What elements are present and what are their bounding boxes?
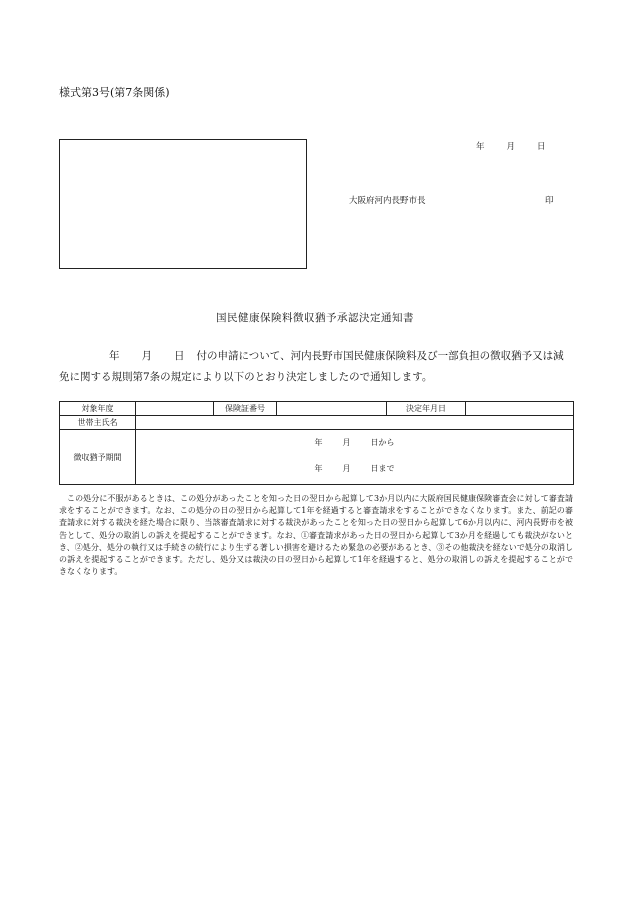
fiscal-year-label: 対象年度	[60, 402, 136, 416]
decision-date-label: 決定年月日	[387, 402, 466, 416]
period-label: 徴収猶予期間	[60, 430, 136, 485]
body-month: 月	[141, 350, 152, 362]
period-from-suffix: 日から	[370, 438, 395, 447]
fiscal-year-value	[136, 402, 214, 416]
table-row	[60, 430, 574, 485]
period-from-year: 年	[314, 438, 323, 447]
issue-date-line	[476, 140, 546, 152]
period-from-month: 月	[342, 438, 351, 447]
date-year: 年	[476, 142, 485, 152]
period-from	[136, 437, 573, 448]
document-title: 国民健康保険料徴収猶予承認決定通知書	[216, 312, 414, 324]
decision-date-value	[466, 402, 574, 416]
period-to	[136, 463, 573, 474]
appeal-notice: この処分に不服があるときは、この処分があったことを知った日の翌日から起算して3か月以内に大阪府国民健康保険審査会に対して審査請求をすることができます。なお、この処分の日の翌日から起算して1年を経過すると審査請求をすることができなくなります。また、前記の審査請求に対する裁決を経た場合に限り、当該審査請求に対する裁決があったことを知った日の翌日から起算して6か月以内に、河内長野市を被告として、処分の取消しの訴えを提起することができます。なお、①審査請求があった日の翌日から起算して3か月を経過しても裁決がないとき、②処分、処分の執行又は手続きの続行により生ずる著しい損害を避けるため緊急の必要があるとき、③その他裁決を経ないで処分の取消しの訴えを提起することができます。ただし、処分又は裁決の日の翌日から起算して1年を経過すると、処分の取消しの訴えを提起することができなくなります。	[59, 494, 573, 577]
table-row	[60, 402, 574, 416]
date-month: 月	[506, 142, 516, 152]
period-to-month: 月	[342, 464, 351, 473]
body-day: 日	[174, 350, 185, 362]
recipient-address-box	[59, 139, 307, 269]
issuer-name: 大阪府河内長野市長	[349, 196, 426, 206]
body-paragraph	[59, 346, 573, 388]
date-day: 日	[537, 142, 546, 152]
body-text: 付の申請について、河内長野市国民健康保険料及び一部負担の徴収猶予又は減免に関する規則第7条の規定により以下のとおり決定しましたので通知します。	[59, 350, 564, 383]
table-row	[60, 416, 574, 430]
decision-info-table	[59, 401, 574, 485]
insurance-number-value	[277, 402, 387, 416]
period-to-year: 年	[314, 464, 323, 473]
period-to-suffix: 日まで	[370, 464, 395, 473]
body-year: 年	[109, 350, 120, 362]
period-value	[136, 430, 574, 485]
householder-label: 世帯主氏名	[60, 416, 136, 430]
seal-mark: 印	[545, 196, 554, 206]
insurance-number-label: 保険証番号	[214, 402, 277, 416]
householder-value	[136, 416, 574, 430]
form-number-label: 様式第3号(第7条関係)	[59, 86, 170, 99]
